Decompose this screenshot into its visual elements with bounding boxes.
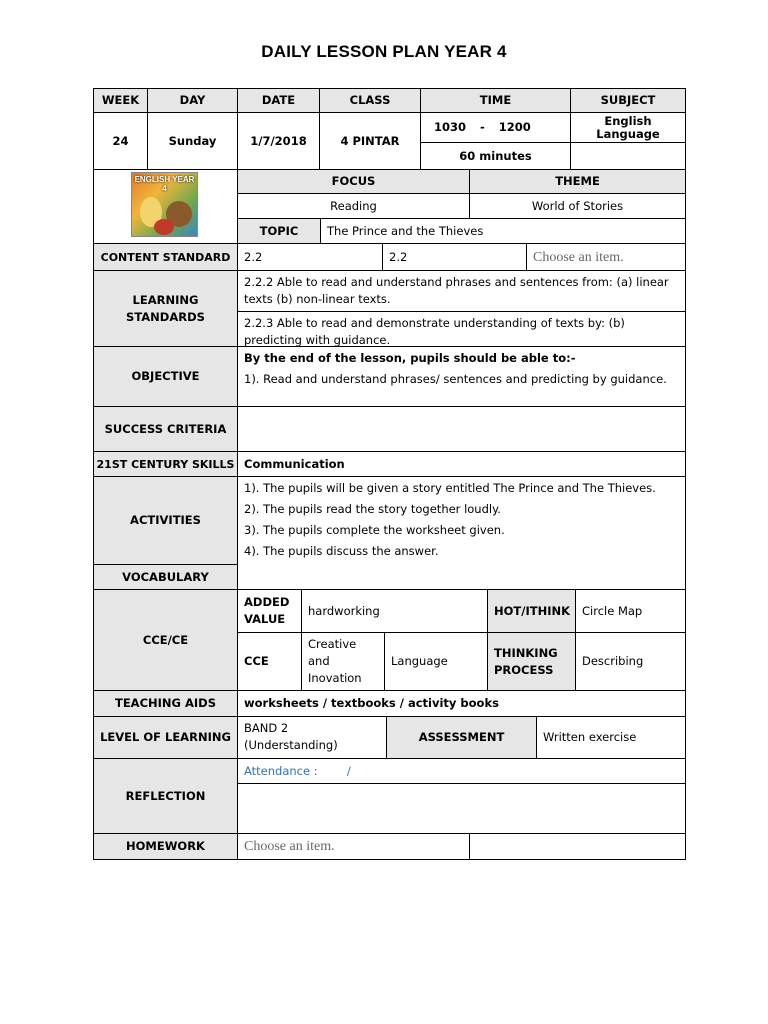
objective-intro: By the end of the lesson, pupils should be able to:- xyxy=(244,351,576,365)
activity-item: 1). The pupils will be given a story entitled The Prince and The Thieves. xyxy=(244,481,656,495)
homework-extra-cell xyxy=(469,833,686,860)
teaching-aids-label: TEACHING AIDS xyxy=(93,690,238,717)
level-of-learning-value: BAND 2 (Understanding) xyxy=(237,716,387,759)
topic-value: The Prince and the Thieves xyxy=(320,218,686,244)
theme-value: World of Stories xyxy=(469,193,686,219)
content-standard-label: CONTENT STANDARD xyxy=(93,243,238,271)
thinking-process-label: THINKING PROCESS xyxy=(487,632,576,691)
day-label: DAY xyxy=(147,88,238,113)
learning-standards-label: LEARNING STANDARDS xyxy=(93,270,238,347)
subject-value: English Language xyxy=(570,112,686,143)
cce-value-2: Language xyxy=(384,632,488,691)
reflection-notes-field[interactable] xyxy=(237,783,686,834)
activities-label: ACTIVITIES xyxy=(93,476,238,565)
time-range xyxy=(420,112,571,143)
week-label: WEEK xyxy=(93,88,148,113)
class-label: CLASS xyxy=(319,88,421,113)
added-value-label: ADDED VALUE xyxy=(237,589,302,633)
theme-label: THEME xyxy=(469,169,686,194)
skills-label: 21ST CENTURY SKILLS xyxy=(93,451,238,477)
day-value: Sunday xyxy=(147,112,238,170)
attendance-field[interactable]: Attendance : / xyxy=(237,758,686,784)
focus-label: FOCUS xyxy=(237,169,470,194)
date-label: DATE xyxy=(237,88,320,113)
duration-value: 60 minutes xyxy=(420,142,571,170)
reflection-label: REFLECTION xyxy=(93,758,238,834)
content-standard-value-2: 2.2 xyxy=(382,243,527,271)
assessment-value: Written exercise xyxy=(536,716,686,759)
teaching-aids-value: worksheets / textbooks / activity books xyxy=(237,690,686,717)
skills-value: Communication xyxy=(237,451,686,477)
objective-content xyxy=(237,346,686,407)
activity-item: 4). The pupils discuss the answer. xyxy=(244,544,439,558)
learning-standard-item: 2.2.2 Able to read and understand phrases and sentences from: (a) linear texts (b) non-linear texts. xyxy=(237,270,686,312)
thinking-process-value: Describing xyxy=(575,632,686,691)
book-cover-image xyxy=(131,172,198,237)
book-cover-title: ENGLISH YEAR 4 xyxy=(134,175,195,193)
time-separator: - xyxy=(480,120,485,134)
child-shape xyxy=(154,219,174,235)
focus-value: Reading xyxy=(237,193,470,219)
homework-choice-dropdown[interactable]: Choose an item. xyxy=(237,833,470,860)
week-value: 24 xyxy=(93,112,148,170)
class-value: 4 PINTAR xyxy=(319,112,421,170)
learning-standard-item: 2.2.3 Able to read and demonstrate understanding of texts by: (b) predicting with guidance. xyxy=(237,311,686,347)
objective-label: OBJECTIVE xyxy=(93,346,238,407)
level-of-learning-label: LEVEL OF LEARNING xyxy=(93,716,238,759)
date-value: 1/7/2018 xyxy=(237,112,320,170)
objective-text: 1). Read and understand phrases/ sentences and predicting by guidance. xyxy=(244,372,667,386)
content-standard-choice-dropdown[interactable]: Choose an item. xyxy=(526,243,686,271)
success-criteria-value xyxy=(237,406,686,452)
cce-value-1: Creative and Inovation xyxy=(301,632,385,691)
time-start: 1030 xyxy=(434,120,467,134)
success-criteria-label: SUCCESS CRITERIA xyxy=(93,406,238,452)
page-title: DAILY LESSON PLAN YEAR 4 xyxy=(261,42,507,61)
activity-item: 3). The pupils complete the worksheet given. xyxy=(244,523,505,537)
activity-item: 2). The pupils read the story together loudly. xyxy=(244,502,501,516)
cce-ce-label: CCE/CE xyxy=(93,589,238,691)
hot-ithink-label: HOT/ITHINK xyxy=(487,589,576,633)
subject-label: SUBJECT xyxy=(570,88,686,113)
subject-extra-cell xyxy=(570,142,686,170)
hot-ithink-value: Circle Map xyxy=(575,589,686,633)
topic-label: TOPIC xyxy=(237,218,321,244)
activities-content xyxy=(237,476,686,590)
added-value-value: hardworking xyxy=(301,589,488,633)
cce-label: CCE xyxy=(237,632,302,691)
time-label: TIME xyxy=(420,88,571,113)
homework-label: HOMEWORK xyxy=(93,833,238,860)
content-standard-value-1: 2.2 xyxy=(237,243,383,271)
vocabulary-label: VOCABULARY xyxy=(93,564,238,590)
assessment-label: ASSESSMENT xyxy=(386,716,537,759)
time-end: 1200 xyxy=(498,120,531,134)
